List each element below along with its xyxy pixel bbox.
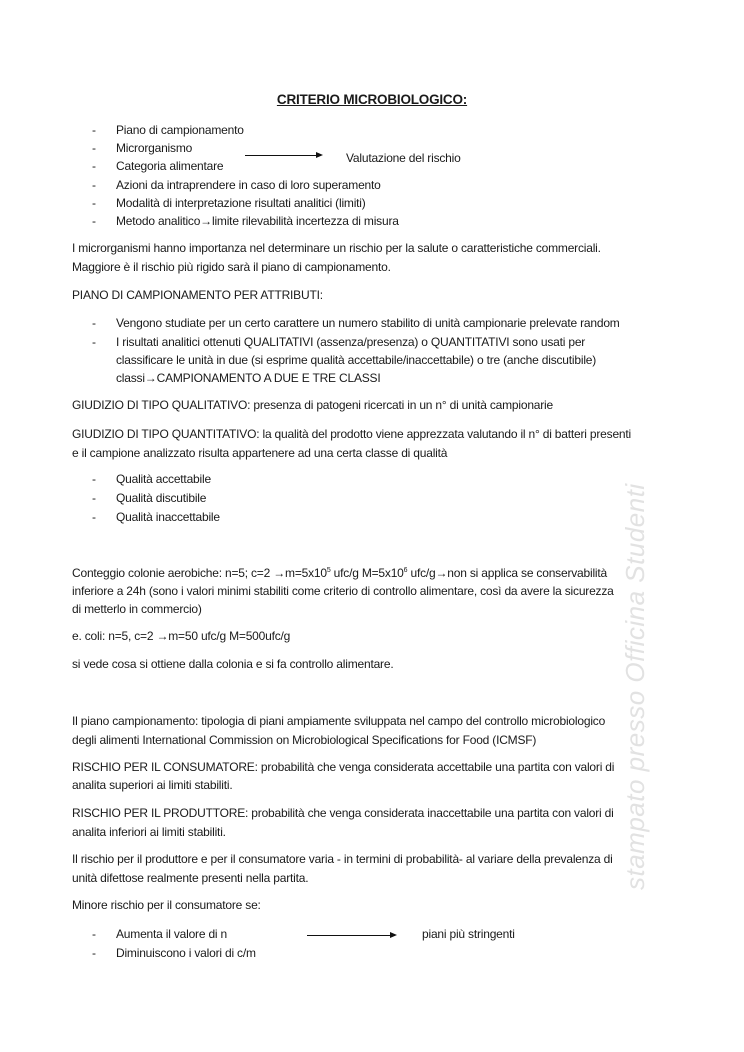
list-dash: - xyxy=(92,159,96,173)
exponent: 6 xyxy=(403,567,408,574)
list-dash: - xyxy=(92,141,96,155)
list-item: Diminuiscono i valori di c/m xyxy=(116,946,256,960)
arrow-target: piani più stringenti xyxy=(422,927,515,941)
paragraph-line: I microrganismi hanno importanza nel determinare un rischio per la salute o caratteristiche commerciali. xyxy=(72,241,601,255)
paragraph-line: RISCHIO PER IL PRODUTTORE: probabilità che venga considerata inaccettabile una partita con valori di xyxy=(72,806,614,820)
list-dash: - xyxy=(92,491,96,505)
paragraph-line: e il campione analizzato risulta appartenere ad una certa classe di qualità xyxy=(72,446,448,460)
paragraph-line: degli alimenti International Commission on Microbiological Specifications for Food (ICMSF) xyxy=(72,733,537,747)
list-dash: - xyxy=(92,123,96,137)
exponent: 5 xyxy=(326,567,331,574)
list-item: I risultati analitici ottenuti QUALITATIVI (assenza/presenza) o QUANTITATIVI sono usati per xyxy=(116,335,586,349)
paragraph-line: Maggiore è il rischio più rigido sarà il piano di campionamento. xyxy=(72,260,391,274)
list-dash: - xyxy=(92,472,96,486)
paragraph-line: unità difettose realmente presenti nella partita. xyxy=(72,871,309,885)
list-item: Aumenta il valore di n xyxy=(116,927,227,941)
paragraph-line: GIUDIZIO DI TIPO QUANTITATIVO: la qualità del prodotto viene apprezzata valutando il n° di batteri presenti xyxy=(72,427,631,441)
list-item: Qualità discutibile xyxy=(116,491,207,505)
list-item: Metodo analitico→limite rilevabilità incertezza di misura xyxy=(116,214,399,228)
paragraph-line xyxy=(72,566,607,580)
paragraph-line: si vede cosa si ottiene dalla colonia e si fa controllo alimentare. xyxy=(72,657,394,671)
list-dash: - xyxy=(92,510,96,524)
list-item-continuation: classificare le unità in due (si esprime qualità accettabile/inaccettabile) o tre (anche discutibile) xyxy=(116,353,597,367)
text: ufc/g→non si applica se conservabilità xyxy=(407,566,608,580)
list-item: Categoria alimentare xyxy=(116,159,224,173)
paragraph-line: Il piano campionamento: tipologia di piani ampiamente sviluppata nel campo del controllo microbiologico xyxy=(72,714,606,728)
list-dash: - xyxy=(92,178,96,192)
list-item: Qualità accettabile xyxy=(116,472,211,486)
paragraph-line: RISCHIO PER IL CONSUMATORE: probabilità che venga considerata accettabile una partita con valori di xyxy=(72,760,615,774)
list-dash: - xyxy=(92,316,96,330)
list-dash: - xyxy=(92,196,96,210)
list-dash: - xyxy=(92,927,96,941)
arrow-target: Valutazione del rischio xyxy=(346,151,461,165)
arrow-icon xyxy=(245,155,321,156)
list-item: Microrganismo xyxy=(116,141,193,155)
list-item: Vengono studiate per un certo carattere un numero stabilito di unità campionarie prelevate random xyxy=(116,316,620,330)
list-dash: - xyxy=(92,946,96,960)
paragraph-line: inferiore a 24h (sono i valori minimi stabiliti come criterio di controllo alimentare, così da avere la sicurezza xyxy=(72,584,614,598)
list-item: Piano di campionamento xyxy=(116,123,244,137)
arrow-icon xyxy=(307,935,395,936)
paragraph-line: analita inferiori ai limiti stabiliti. xyxy=(72,825,226,839)
text: ufc/g M=5x10 xyxy=(330,566,404,580)
paragraph-line: e. coli: n=5, c=2 →m=50 ufc/g M=500ufc/g xyxy=(72,629,291,643)
list-item-continuation: classi→CAMPIONAMENTO A DUE E TRE CLASSI xyxy=(116,371,381,385)
paragraph-line: analita superiori ai limiti stabiliti. xyxy=(72,778,233,792)
list-dash: - xyxy=(92,335,96,349)
paragraph-line: di metterlo in commercio) xyxy=(72,602,202,616)
page-title: CRITERIO MICROBIOLOGICO: xyxy=(276,92,468,107)
list-item: Azioni da intraprendere in caso di loro superamento xyxy=(116,178,381,192)
list-item: Qualità inaccettabile xyxy=(116,510,220,524)
paragraph-line: Il rischio per il produttore e per il consumatore varia - in termini di probabilità- al variare della prevalenza di xyxy=(72,852,613,866)
list-item: Modalità di interpretazione risultati analitici (limiti) xyxy=(116,196,366,210)
section-heading: PIANO DI CAMPIONAMENTO PER ATTRIBUTI: xyxy=(72,288,323,302)
paragraph-line: Minore rischio per il consumatore se: xyxy=(72,898,261,912)
list-dash: - xyxy=(92,214,96,228)
text: Conteggio colonie aerobiche: n=5; c=2 →m=5x10 xyxy=(72,566,327,580)
paragraph-line: GIUDIZIO DI TIPO QUALITATIVO: presenza di patogeni ricercati in un n° di unità campionarie xyxy=(72,398,554,412)
watermark: stampato presso Officina Studenti xyxy=(620,483,650,890)
